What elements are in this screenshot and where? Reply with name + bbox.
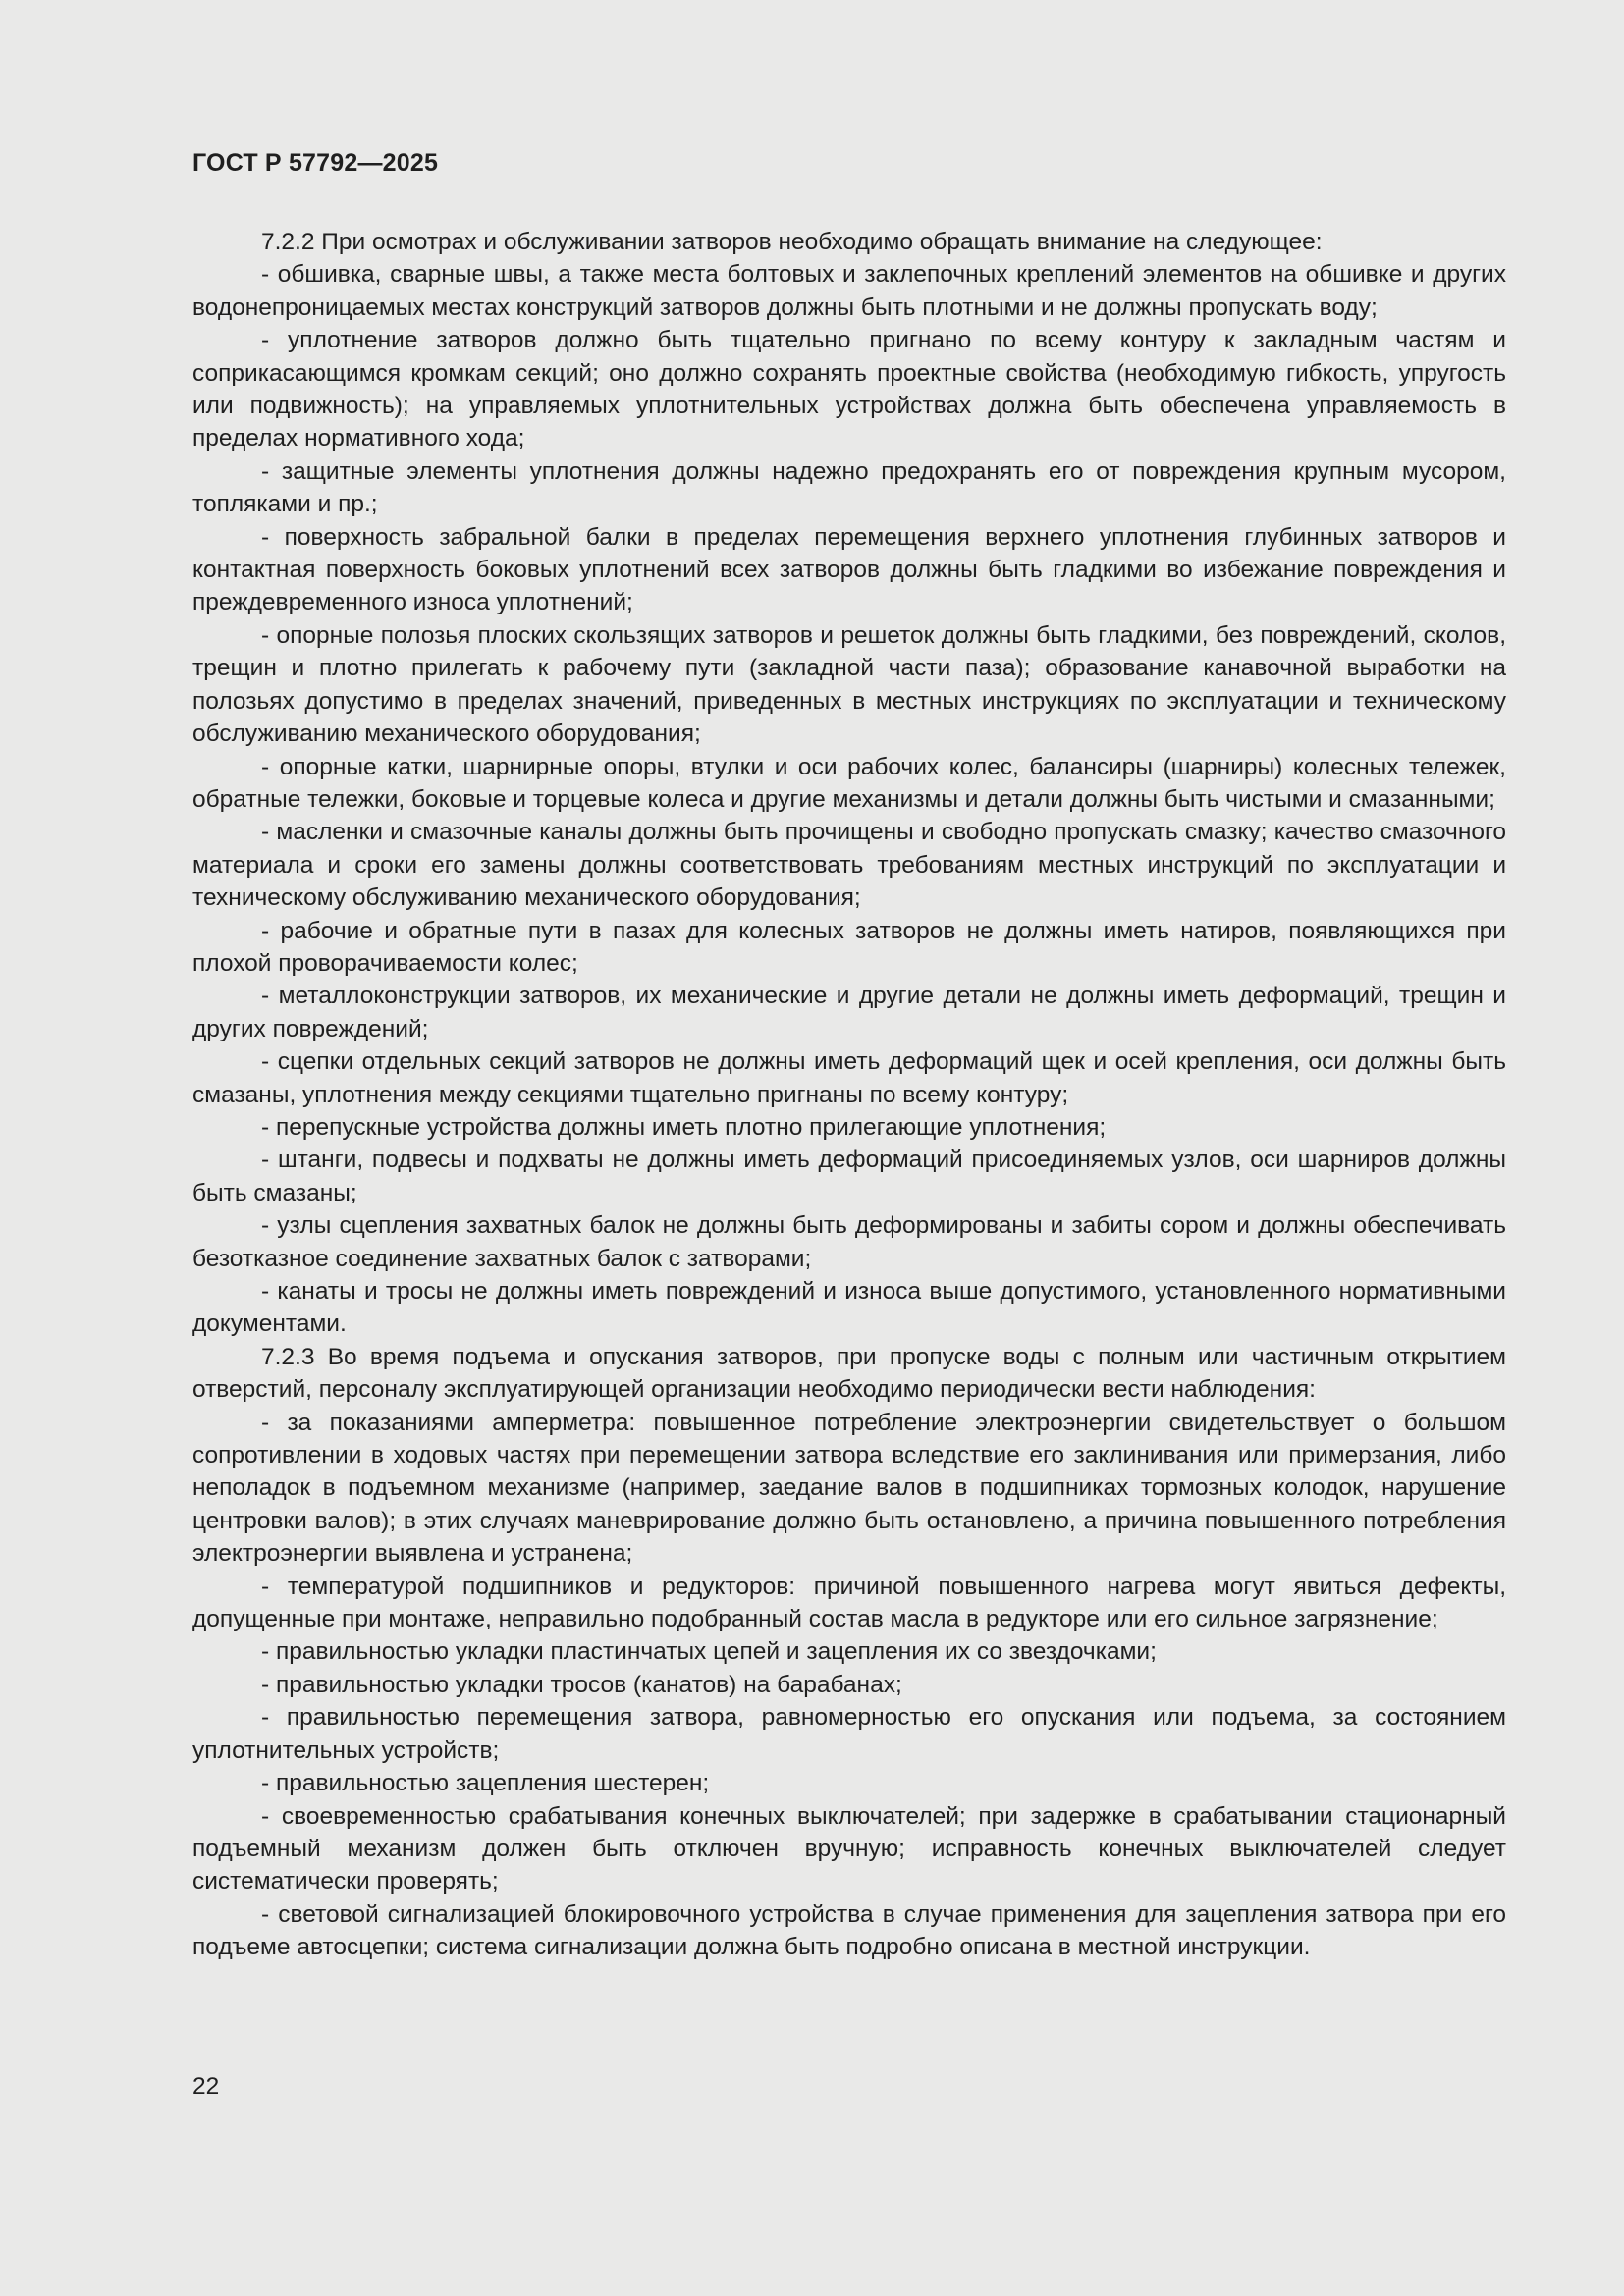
list-item: - за показаниями амперметра: повышенное потребление электроэнергии свидетельствует о большом сопротивлении в ходовых частях при перемещении затвора вследствие его заклинивания или примерзания, либо неполадок в подъемном механизме (например, заедание валов в подшипниках тормозных колодок, нарушение центровки валов); в этих случаях маневрирование должно быть остановлено, а причина повышенного потребления электроэнергии выявлена и устранена; <box>192 1409 1506 1568</box>
document-body <box>192 226 1506 1964</box>
standard-header: ГОСТ Р 57792—2025 <box>192 149 439 177</box>
list-item: - перепускные устройства должны иметь плотно прилегающие уплотнения; <box>261 1113 1107 1141</box>
list-item: - рабочие и обратные пути в пазах для колесных затворов не должны иметь натиров, появляющихся при плохой проворачиваемости колес; <box>192 917 1506 977</box>
list-item: - уплотнение затворов должно быть тщательно пригнано по всему контуру к закладным частям и соприкасающимся кромкам секций; оно должно сохранять проектные свойства (необходимую гибкость, упругость или подвижность); на управляемых уплотнительных устройствах должна быть обеспечена управляемость в пределах нормативного хода; <box>192 327 1506 453</box>
list-item: - правильностью укладки пластинчатых цепей и зацепления их со звездочками; <box>261 1638 1157 1666</box>
paragraph-7-2-3: 7.2.3 Во время подъема и опускания затворов, при пропуске воды с полным или частичным открытием отверстий, персоналу эксплуатирующей организации необходимо периодически вести наблюдения: <box>192 1343 1506 1404</box>
list-item: - правильностью зацепления шестерен; <box>261 1770 710 1797</box>
list-item: - сцепки отдельных секций затворов не должны иметь деформаций щек и осей крепления, оси должны быть смазаны, уплотнения между секциями тщательно пригнаны по всему контуру; <box>192 1048 1506 1108</box>
paragraph-7-2-2: 7.2.2 При осмотрах и обслуживании затворов необходимо обращать внимание на следующее: <box>261 229 1323 255</box>
list-item: - масленки и смазочные каналы должны быть прочищены и свободно пропускать смазку; качество смазочного материала и сроки его замены должны соответствовать требованиям местных инструкций по эксплуатации и техническому обслуживанию механического оборудования; <box>192 819 1506 912</box>
list-item: - защитные элементы уплотнения должны надежно предохранять его от повреждения крупным мусором, топляками и пр.; <box>192 457 1506 518</box>
list-item: - узлы сцепления захватных балок не должны быть деформированы и забиты сором и должны обеспечивать безотказное соединение захватных балок с затворами; <box>192 1212 1506 1272</box>
list-item: - штанги, подвесы и подхваты не должны иметь деформаций присоединяемых узлов, оси шарниров должны быть смазаны; <box>192 1147 1506 1206</box>
list-item: - правильностью укладки тросов (канатов) на барабанах; <box>261 1671 902 1698</box>
list-item: - своевременностью срабатывания конечных выключателей; при задержке в срабатывании стационарный подъемный механизм должен быть отключен вручную; исправность конечных выключателей следует систематически проверять; <box>192 1802 1506 1896</box>
list-item: - металлоконструкции затворов, их механические и другие детали не должны иметь деформаций, трещин и других повреждений; <box>192 983 1506 1042</box>
list-item: - канаты и тросы не должны иметь повреждений и износа выше допустимого, установленного нормативными документами. <box>192 1278 1506 1338</box>
list-item: - опорные полозья плоских скользящих затворов и решеток должны быть гладкими, без повреждений, сколов, трещин и плотно прилегать к рабочему пути (закладной части паза); образование канавочной выработки на полозьях допустимо в пределах значений, приведенных в местных инструкциях по эксплуатации и техническому обслуживанию механического оборудования; <box>192 621 1506 748</box>
list-item: - световой сигнализацией блокировочного устройства в случае применения для зацепления затвора при его подъеме автосцепки; система сигнализации должна быть подробно описана в местной инструкции. <box>192 1900 1506 1961</box>
list-item: - температурой подшипников и редукторов: причиной повышенного нагрева могут явиться дефекты, допущенные при монтаже, неправильно подобранный состав масла в редукторе или его сильное загрязнение; <box>192 1573 1506 1633</box>
list-item: - правильностью перемещения затвора, равномерностью его опускания или подъема, за состоянием уплотнительных устройств; <box>192 1704 1506 1764</box>
list-item: - опорные катки, шарнирные опоры, втулки и оси рабочих колес, балансиры (шарниры) колесных тележек, обратные тележки, боковые и торцевые колеса и другие механизмы и детали должны быть чистыми и смазанными; <box>192 753 1506 813</box>
list-item: - поверхность забральной балки в пределах перемещения верхнего уплотнения глубинных затворов и контактная поверхность боковых уплотнений всех затворов должны быть гладкими во избежание повреждения и преждевременного износа уплотнений; <box>192 523 1506 616</box>
list-item: - обшивка, сварные швы, а также места болтовых и заклепочных креплений элементов на обшивке и других водонепроницаемых местах конструкций затворов должны быть плотными и не должны пропускать воду; <box>192 261 1506 321</box>
page-number: 22 <box>192 2073 220 2100</box>
